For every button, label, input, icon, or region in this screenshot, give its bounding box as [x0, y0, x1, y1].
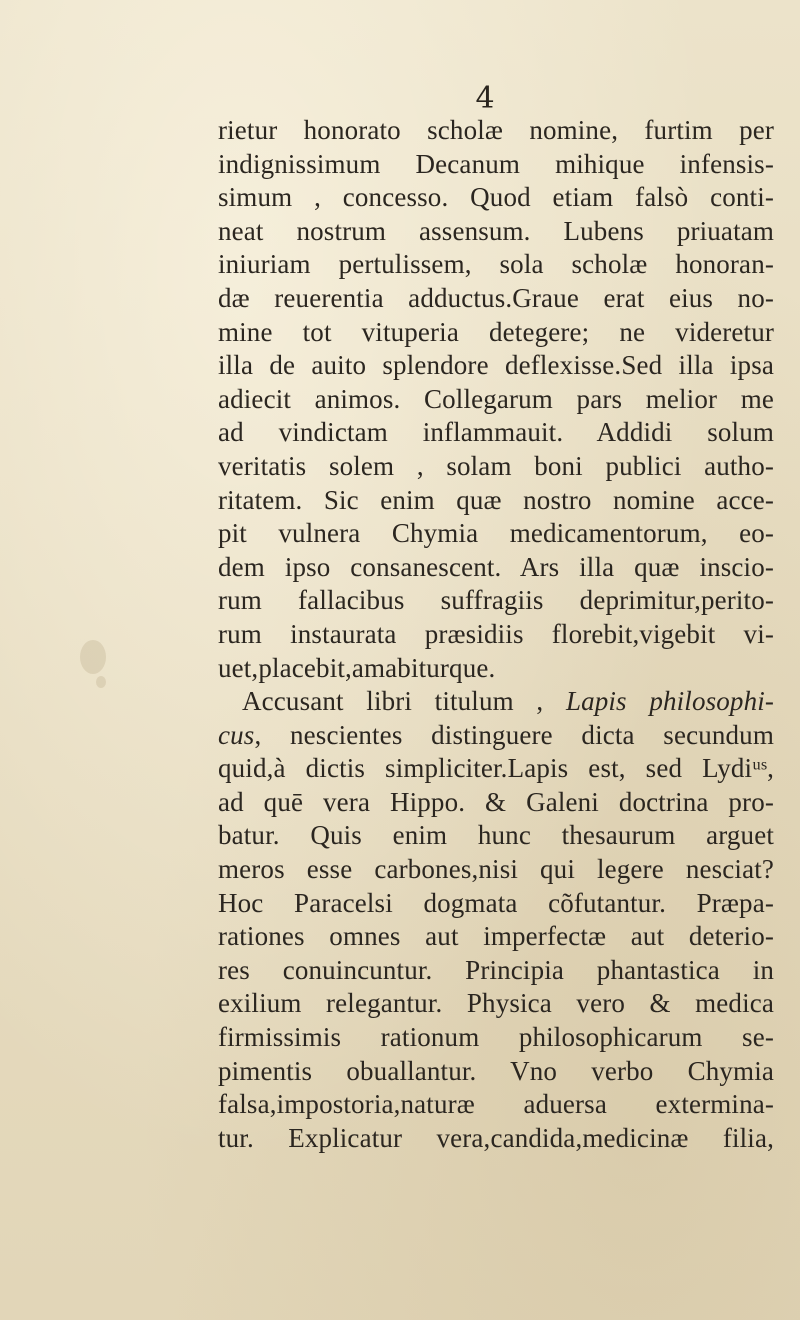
text-line: tur. Explicatur vera,candida,medicinæ filia, [218, 1122, 774, 1153]
text-line: illa de auito splendore deflexisse.Sed illa ipsa [218, 350, 774, 381]
text-line: rum fallacibus suffragiis deprimitur,perito- [218, 585, 774, 616]
paragraph-first-line [218, 685, 774, 719]
text-line: ad quē vera Hippo. & Galeni doctrina pro- [218, 786, 774, 817]
text-line: Hoc Paracelsi dogmata cõfutantur. Præpa- [218, 887, 774, 918]
text-line [218, 719, 774, 753]
text-run: Accusant libri titulum , [242, 686, 566, 717]
text-line: firmissimis rationum philosophicarum se- [218, 1022, 774, 1053]
text-line: pit vulnera Chymia medicamentorum, eo- [218, 518, 774, 549]
text-line: mine tot vituperia detegere; ne videretur [218, 316, 774, 347]
text-line: dæ reuerentia adductus.Graue erat eius no- [218, 282, 774, 313]
text-line: veritatis solem , solam boni publici autho- [218, 450, 774, 481]
body-text [218, 114, 774, 1155]
text-line: iniuriam pertulissem, sola scholæ honoran- [218, 249, 774, 280]
text-line: uet,placebit,amabiturque. [218, 652, 496, 683]
book-title-italic-end: cus [218, 719, 255, 750]
text-line: res conuincuntur. Principia phantastica in [218, 954, 774, 985]
text-line: simum , concesso. Quod etiam falsò conti- [218, 182, 774, 213]
paper-stain [80, 640, 106, 674]
text-line: falsa,impostoria,naturæ aduersa extermina- [218, 1089, 774, 1120]
text-line: ad vindictam inflammauit. Addidi solum [218, 417, 774, 448]
text-line: rietur honorato scholæ nomine, furtim per [218, 115, 774, 145]
text-line: meros esse carbones,nisi qui legere nesciat? [218, 854, 774, 885]
text-line: neat nostrum assensum. Lubens priuatam [218, 215, 774, 246]
text-line: quid,à dictis simpliciter.Lapis est, sed Lydiᵘˢ, [218, 753, 774, 784]
text-line: ritatem. Sic enim quæ nostro nomine acce- [218, 484, 774, 515]
text-run: , nescientes distinguere dicta secundum [254, 719, 774, 750]
text-line: adiecit animos. Collegarum pars melior me [218, 383, 774, 414]
paper-stain [96, 676, 106, 688]
book-title-italic: Lapis philosophi- [565, 686, 775, 717]
text-line: rum instaurata præsidiis florebit,vigebit vi- [218, 618, 774, 649]
text-line: indignissimum Decanum mihique infensis- [218, 148, 774, 179]
text-line: rationes omnes aut imperfectæ aut deterio- [218, 921, 774, 952]
text-line: pimentis obuallantur. Vno verbo Chymia [218, 1055, 774, 1086]
text-line: exilium relegantur. Physica vero & medica [218, 988, 774, 1019]
text-line: batur. Quis enim hunc thesaurum arguet [218, 820, 774, 851]
text-line: dem ipso consanescent. Ars illa quæ inscio- [218, 551, 774, 582]
page-number: 4 [475, 81, 495, 116]
